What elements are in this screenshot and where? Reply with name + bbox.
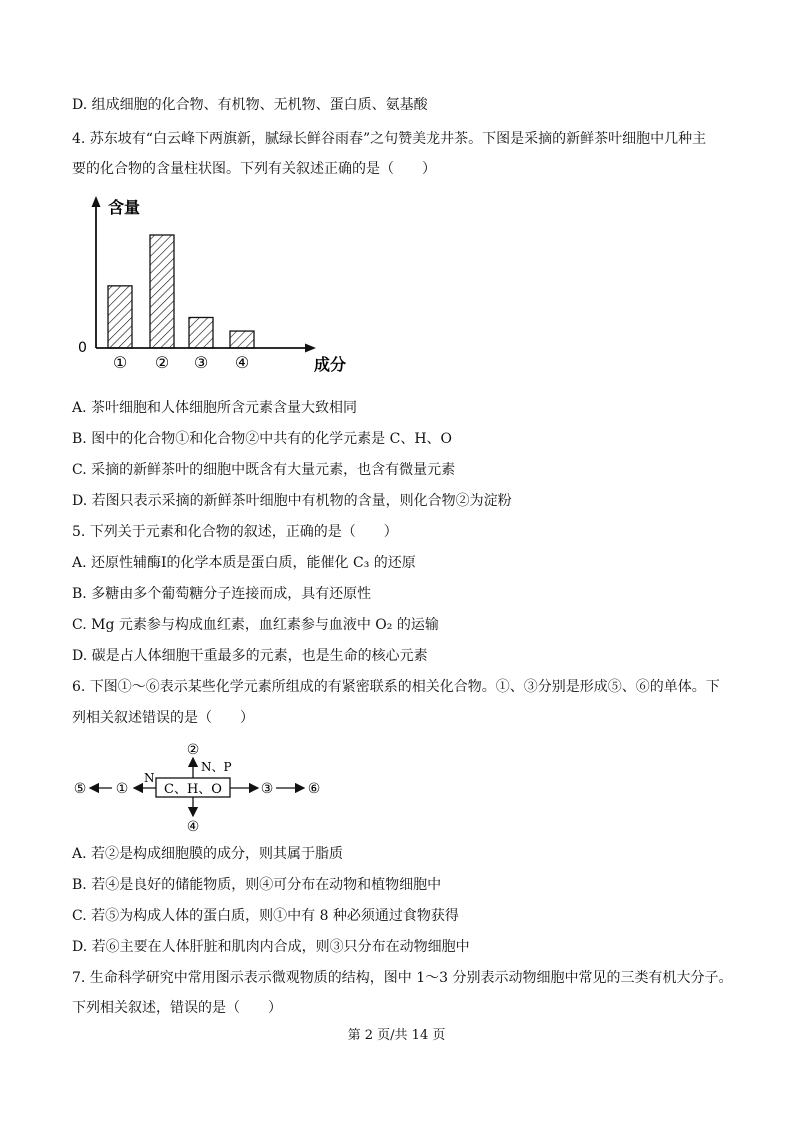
node-5: ⑤ bbox=[73, 781, 87, 797]
q4-option-b: B. 图中的化合物①和化合物②中共有的化学元素是 C、H、O bbox=[72, 431, 453, 447]
question-4-line-1: 4. 苏东坡有“白云峰下两旗新，腻绿长鲜谷雨春”之句赞美龙井茶。下图是采摘的新鲜茶叶细胞中几种主 bbox=[72, 131, 707, 147]
question-7-line-1: 7. 生命科学研究中常用图示表示微观物质的结构，图中 1～3 分别表示动物细胞中常见的三类有机大分子。 bbox=[72, 970, 733, 986]
bar-4 bbox=[230, 331, 254, 348]
element-box-label: C、H、O bbox=[164, 782, 222, 797]
q6-option-b: B. 若④是良好的储能物质，则④可分布在动物和植物细胞中 bbox=[72, 877, 442, 893]
node-1: ① bbox=[115, 781, 129, 797]
node-4: ④ bbox=[186, 819, 200, 835]
category-label-4: ④ bbox=[234, 353, 250, 372]
category-label-1: ① bbox=[112, 353, 128, 372]
y-axis-label: 含量 bbox=[108, 198, 141, 217]
node-2: ② bbox=[186, 742, 200, 758]
bar-2 bbox=[150, 235, 174, 348]
question-6-line-1: 6. 下图①～⑥表示某些化学元素所组成的有紧密联系的相关化合物。①、③分别是形成⑤、⑥的单体。下 bbox=[72, 679, 720, 695]
q5-option-c: C. Mg 元素参与构成血红素，血红素参与血液中 O₂ 的运输 bbox=[72, 617, 439, 633]
q6-option-c: C. 若⑤为构成人体的蛋白质，则①中有 8 种必须通过食物获得 bbox=[72, 908, 459, 924]
left-label: N bbox=[144, 771, 155, 785]
question-7-line-2: 下列相关叙述，错误的是（ ） bbox=[72, 1000, 282, 1016]
bar-chart bbox=[70, 192, 370, 392]
node-6: ⑥ bbox=[307, 781, 321, 797]
q5-option-b: B. 多糖由多个葡萄糖分子连接而成，具有还原性 bbox=[72, 586, 372, 602]
bar-3 bbox=[189, 317, 213, 348]
page-footer: 第 2 页/共 14 页 bbox=[347, 1028, 446, 1043]
q4-option-a: A. 茶叶细胞和人体细胞所含元素含量大致相同 bbox=[72, 400, 358, 416]
q5-option-d: D. 碳是占人体细胞干重最多的元素，也是生命的核心元素 bbox=[72, 648, 428, 664]
compound-diagram bbox=[68, 738, 338, 838]
question-5-stem: 5. 下列关于元素和化合物的叙述，正确的是（ ） bbox=[72, 524, 398, 540]
node-3: ③ bbox=[260, 781, 274, 797]
q6-option-a: A. 若②是构成细胞膜的成分，则其属于脂质 bbox=[72, 846, 344, 862]
category-label-3: ③ bbox=[193, 353, 209, 372]
text-line-1: D. 组成细胞的化合物、有机物、无机物、蛋白质、氨基酸 bbox=[72, 97, 428, 113]
q4-option-c: C. 采摘的新鲜茶叶的细胞中既含有大量元素，也含有微量元素 bbox=[72, 462, 456, 478]
question-6-line-2: 列相关叙述错误的是（ ） bbox=[72, 710, 254, 726]
x-axis-label: 成分 bbox=[314, 355, 347, 374]
q4-option-d: D. 若图只表示采摘的新鲜茶叶细胞中有机物的含量，则化合物②为淀粉 bbox=[72, 493, 512, 509]
category-label-2: ② bbox=[154, 353, 170, 372]
top-label: N、P bbox=[201, 760, 232, 774]
y-axis-arrow bbox=[92, 196, 101, 207]
bar-1 bbox=[108, 286, 132, 348]
q6-option-d: D. 若⑥主要在人体肝脏和肌肉内合成，则③只分布在动物细胞中 bbox=[72, 939, 470, 955]
q5-option-a: A. 还原性辅酶Ⅰ的化学本质是蛋白质，能催化 C₃ 的还原 bbox=[72, 555, 416, 571]
x-axis-arrow bbox=[305, 344, 316, 353]
question-4-line-2: 要的化合物的含量柱状图。下列有关叙述正确的是（ ） bbox=[72, 161, 436, 177]
origin-label: 0 bbox=[78, 340, 87, 356]
